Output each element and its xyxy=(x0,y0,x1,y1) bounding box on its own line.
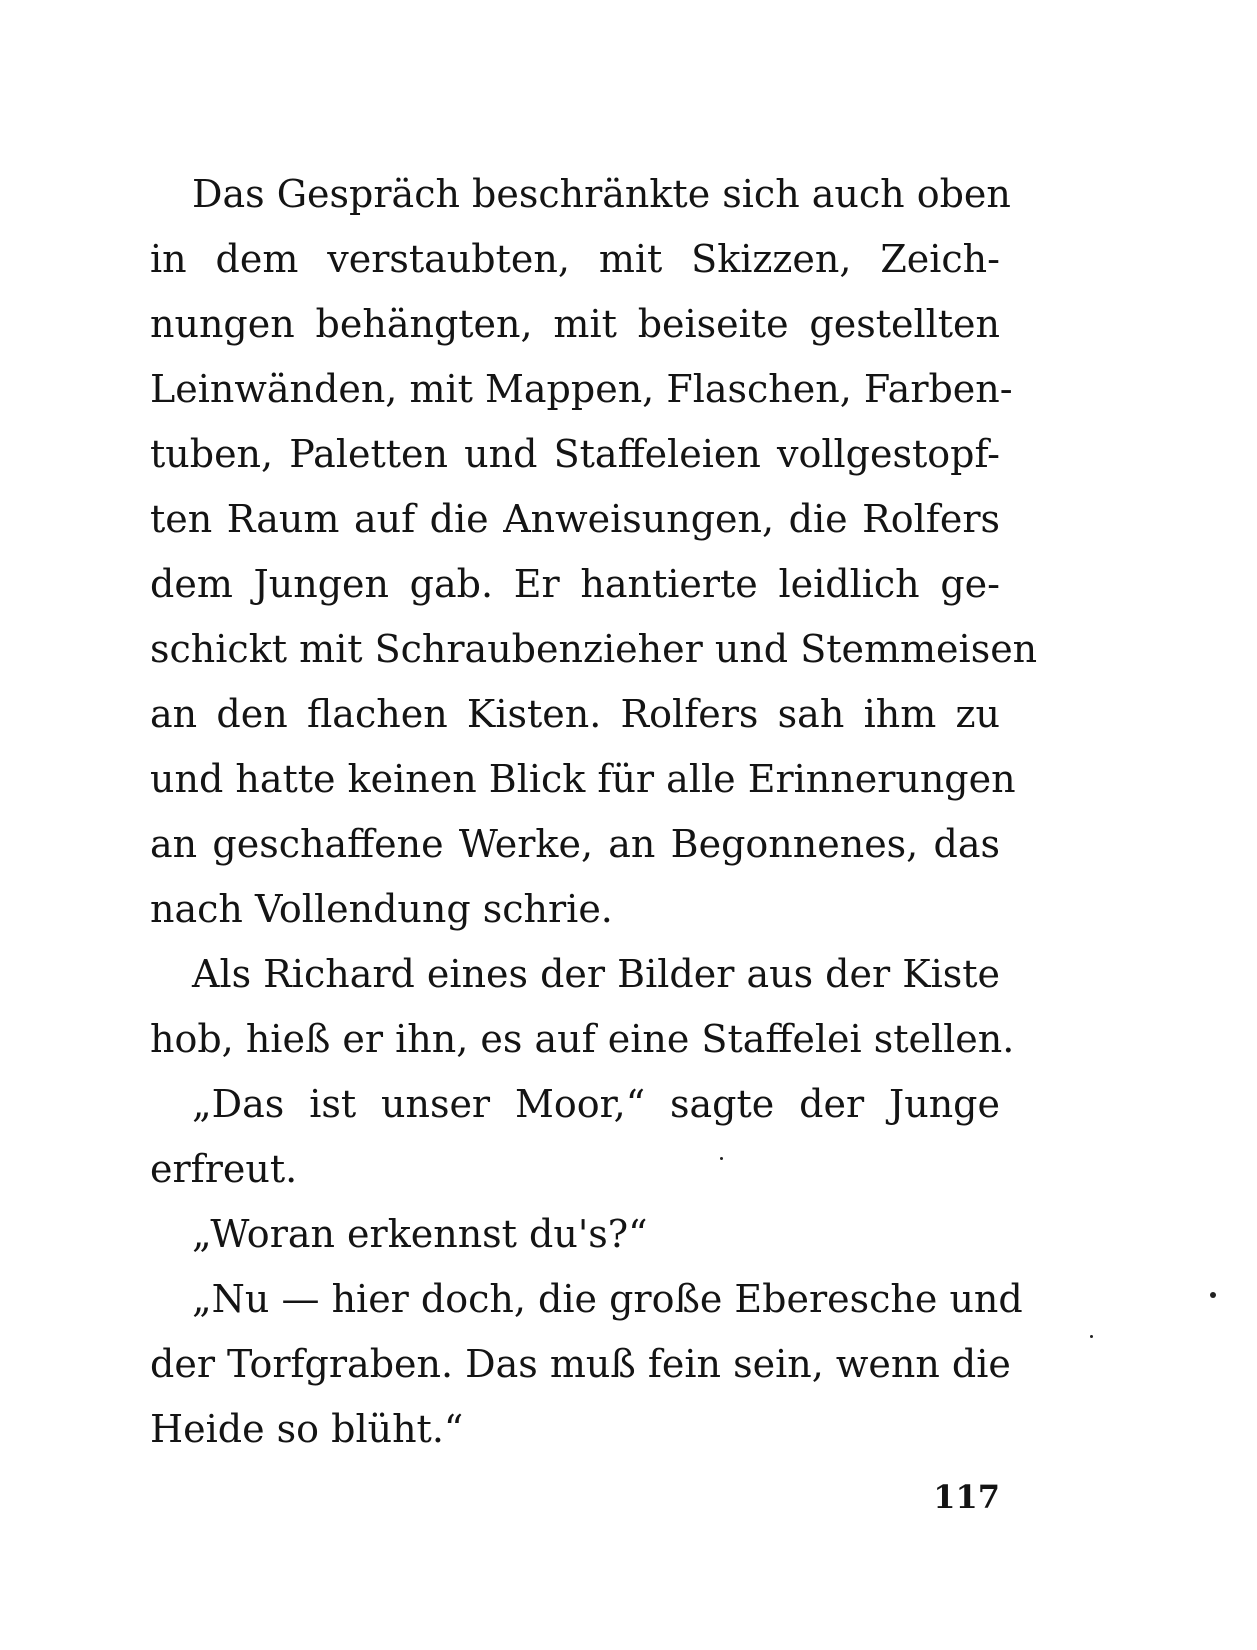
paragraph xyxy=(150,1267,1023,1462)
scan-speck xyxy=(720,1157,723,1160)
paragraph xyxy=(150,162,1038,942)
text-line: Als Richard eines der Bilder aus der Kiste xyxy=(192,952,1001,996)
text-line: Heide so blüht.“ xyxy=(150,1407,464,1451)
text-line: Leinwänden, mit Mappen, Flaschen, Farben- xyxy=(150,367,1013,411)
text-line: der Torfgraben. Das muß fein sein, wenn die xyxy=(150,1342,1011,1386)
text-line: an geschaffene Werke, an Begonnenes, das xyxy=(150,822,1000,866)
body-text xyxy=(150,162,1038,1462)
text-line: und hatte keinen Blick für alle Erinnerungen xyxy=(150,757,1016,801)
paragraph xyxy=(150,1072,1000,1202)
text-line: nach Vollendung schrie. xyxy=(150,887,613,931)
text-line: in dem verstaubten, mit Skizzen, Zeich- xyxy=(150,237,1000,281)
text-line: an den flachen Kisten. Rolfers sah ihm zu xyxy=(150,692,1000,736)
text-line: schickt mit Schraubenzieher und Stemmeisen xyxy=(150,627,1038,671)
text-line: dem Jungen gab. Er hantierte leidlich ge- xyxy=(150,562,1000,606)
text-line: „Nu — hier doch, die große Eberesche und xyxy=(192,1277,1023,1321)
text-line: ten Raum auf die Anweisungen, die Rolfers xyxy=(150,497,1000,541)
text-line: tuben, Paletten und Staffeleien vollgestopf- xyxy=(150,432,1000,476)
text-line: erfreut. xyxy=(150,1147,298,1191)
text-line: „Woran erkennst du's?“ xyxy=(192,1212,648,1256)
paragraph xyxy=(150,1202,1000,1267)
text-line: nungen behängten, mit beiseite gestellten xyxy=(150,302,1000,346)
text-line: „Das ist unser Moor,“ sagte der Junge xyxy=(192,1082,1000,1126)
text-line: hob, hieß er ihn, es auf eine Staffelei stellen. xyxy=(150,1017,1015,1061)
page-number: 117 xyxy=(933,1478,1000,1516)
paragraph xyxy=(150,942,1015,1072)
text-line: Das Gespräch beschränkte sich auch oben xyxy=(192,172,1011,216)
scan-speck xyxy=(1210,1292,1216,1298)
scan-speck xyxy=(1090,1335,1093,1338)
